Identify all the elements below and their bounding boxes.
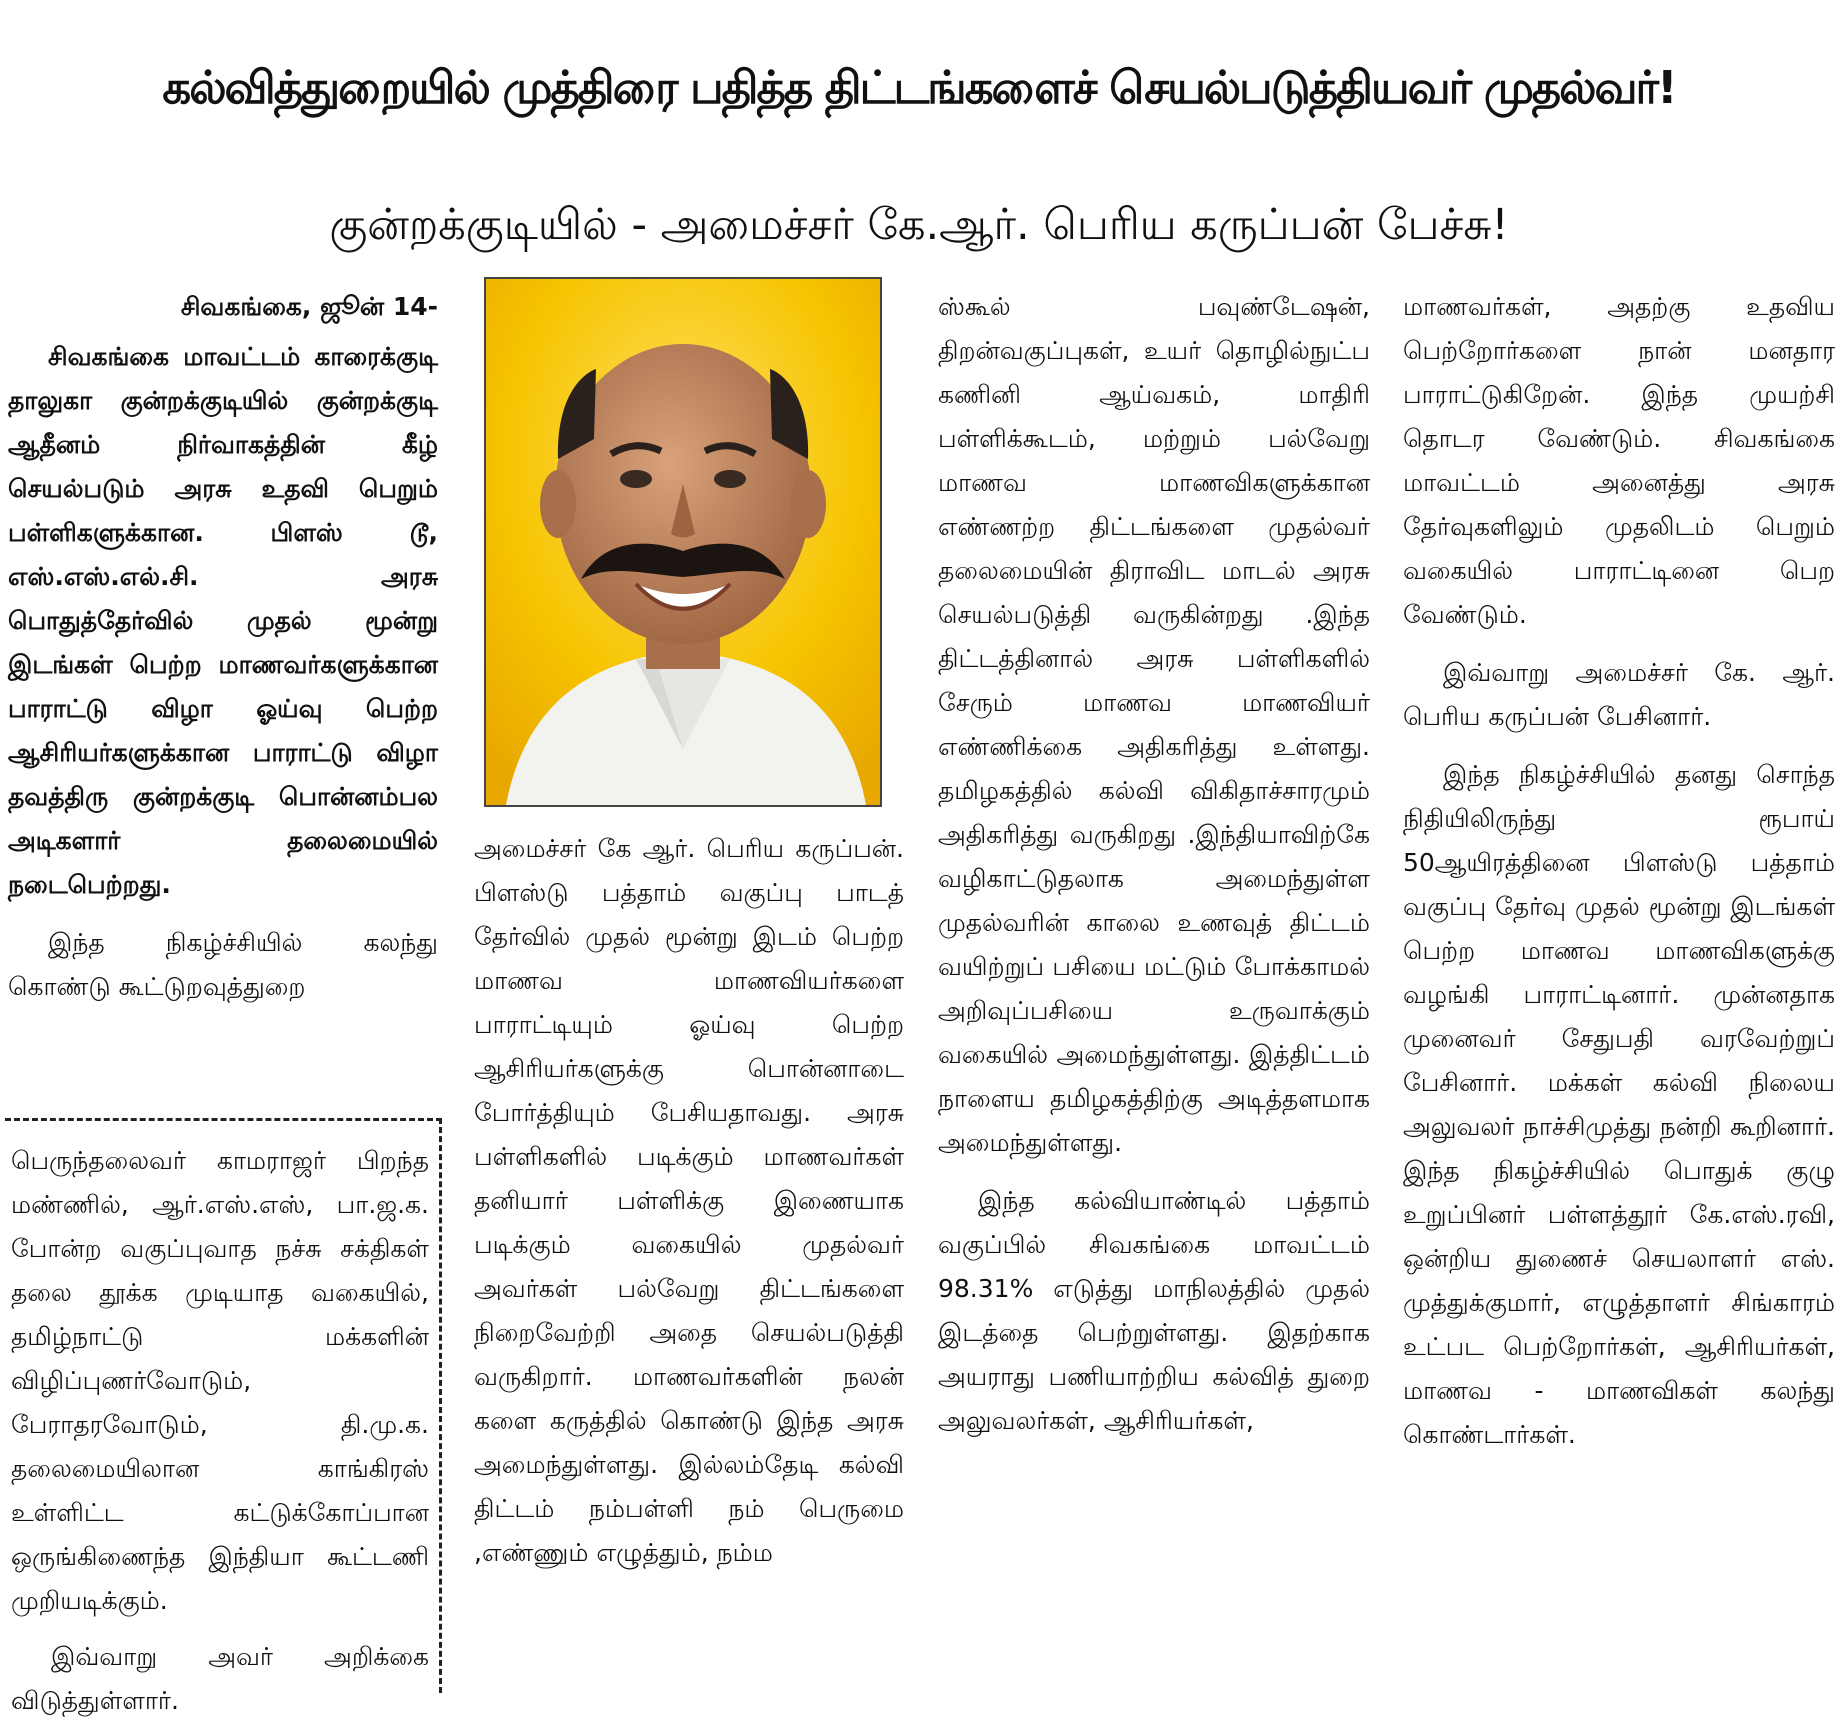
column4-paragraph-2: இவ்வாறு அமைச்சர் கே. ஆர். பெரிய கருப்பன் பேசினார். [1403, 658, 1835, 731]
boxed-note [5, 1118, 442, 1715]
column3-paragraph-1: ஸ்கூல் பவுண்டேஷன், திறன்வகுப்புகள், உயர் தொழில்நுட்ப கணினி ஆய்வகம், மாதிரி பள்ளிக்கூடம், மற்றும் பல்வேறு மாணவ மாணவிகளுக்கான எண்ணற்ற திட்டங்களை முதல்வர் தலைமையின் திராவிட மாடல் அரசு செயல்படுத்தி வருகின்றது .இந்த திட்டத்தினால் அரசு பள்ளிகளில் சேரும் மாணவ மாணவியர் எண்ணிக்கை அதிகரித்து உள்ளது. தமிழகத்தில் கல்வி விகிதாச்சாரமும் அதிகரித்து வருகிறது .இந்தியாவிற்கே வழிகாட்டுதலாக அமைந்துள்ள முதல்வரின் காலை உணவுத் திட்டம் வயிற்றுப் பசியை மட்டும் போக்காமல் அறிவுப்பசியை உருவாக்கும் வகையில் அமைந்துள்ளது. இத்திட்டம் நாளைய தமிழகத்திற்கு அடித்தளமாக அமைந்துள்ளது. [938, 292, 1370, 1157]
column-2 [474, 827, 904, 1589]
portrait-photo-icon [486, 279, 880, 805]
subheadline: குன்றக்குடியில் - அமைச்சர் கே.ஆர். பெரிய கருப்பன் பேச்சு! [329, 200, 1509, 250]
boxed-note-paragraph-1: பெருந்தலைவர் காமராஜர் பிறந்த மண்ணில், ஆர்.எஸ்.எஸ், பா.ஜ.க. போன்ற வகுப்புவாத நச்சு சக்திகள் தலை தூக்க முடியாத வகையில், தமிழ்நாட்டு மக்களின் விழிப்புணர்வோடும், பேராதரவோடும், தி.மு.க. தலைமையிலான காங்கிரஸ் உள்ளிட்ட கட்டுக்கோப்பான ஒருங்கிணைந்த இந்தியா கூட்டணி முறியடிக்கும். [11, 1146, 429, 1615]
minister-photo [484, 277, 882, 807]
column4-paragraph-1: மாணவர்கள், அதற்கு உதவிய பெற்றோர்களை நான் மனதார பாராட்டுகிறேன். இந்த முயற்சி தொடர வேண்டும். சிவகங்கை மாவட்டம் அனைத்து அரசு தேர்வுகளிலும் முதலிடம் பெறும் வகையில் பாராட்டினை பெற வேண்டும். [1403, 292, 1835, 629]
lead-paragraph: சிவகங்கை மாவட்டம் காரைக்குடி தாலுகா குன்றக்குடியில் குன்றக்குடி ஆதீனம் நிர்வாகத்தின் கீழ் செயல்படும் அரசு உதவி பெறும் பள்ளிகளுக்கான. பிளஸ் டூ, எஸ்.எஸ்.எல்.சி. அரசு பொதுத்தேர்வில் முதல் மூன்று இடங்கள் பெற்ற மாணவர்களுக்கான பாராட்டு விழா ஓய்வு பெற்ற ஆசிரியர்களுக்கான பாராட்டு விழா தவத்திரு குன்றக்குடி பொன்னம்பல அடிகளார் தலைமையில் நடைபெற்றது. [8, 342, 438, 899]
column1-paragraph-2: இந்த நிகழ்ச்சியில் கலந்து கொண்டு கூட்டுறவுத்துறை [8, 928, 438, 1001]
column3-paragraph-2: இந்த கல்வியாண்டில் பத்தாம் வகுப்பில் சிவகங்கை மாவட்டம் 98.31% எடுத்து மாநிலத்தில் முதல் இடத்தை பெற்றுள்ளது. இதற்காக அயராது பணியாற்றிய கல்வித் துறை அலுவலர்கள், ஆசிரியர்கள், [938, 1186, 1370, 1435]
dateline: சிவகங்கை, ஜூன் 14- [180, 292, 438, 321]
column-4 [1403, 285, 1835, 1471]
boxed-note-paragraph-2: இவ்வாறு அவர் அறிக்கை விடுத்துள்ளார். [11, 1642, 429, 1715]
column4-paragraph-3: இந்த நிகழ்ச்சியில் தனது சொந்த நிதியிலிருந்து ரூபாய் 50ஆயிரத்தினை பிளஸ்டு பத்தாம் வகுப்பு தேர்வு முதல் மூன்று இடங்கள் பெற்ற மாணவ மாணவிகளுக்கு வழங்கி பாராட்டினார். முன்னதாக முனைவர் சேதுபதி வரவேற்றுப் பேசினார். மக்கள் கல்வி நிலைய அலுவலர் நாச்சிமுத்து நன்றி கூறினார். இந்த நிகழ்ச்சியில் பொதுக் குழு உறுப்பினர் பள்ளத்தூர் கே.எஸ்.ரவி, ஒன்றிய துணைச் செயலாளர் எஸ். முத்துக்குமார், எழுத்தாளர் சிங்காரம் உட்பட பெற்றோர்கள், ஆசிரியர்கள், மாணவ - மாணவிகள் கலந்து கொண்டார்கள். [1403, 760, 1835, 1449]
column-1 [8, 285, 438, 1023]
column-3 [938, 285, 1370, 1457]
column2-paragraph-1: அமைச்சர் கே ஆர். பெரிய கருப்பன். பிளஸ்டு பத்தாம் வகுப்பு பாடத் தேர்வில் முதல் மூன்று இடம் பெற்ற மாணவ மாணவியர்களை பாராட்டியும் ஓய்வு பெற்ற ஆசிரியர்களுக்கு பொன்னாடை போர்த்தியும் பேசியதாவது. அரசு பள்ளிகளில் படிக்கும் மாணவர்கள் தனியார் பள்ளிக்கு இணையாக படிக்கும் வகையில் முதல்வர் அவர்கள் பல்வேறு திட்டங்களை நிறைவேற்றி அதை செயல்படுத்தி வருகிறார். மாணவர்களின் நலன் களை கருத்தில் கொண்டு இந்த அரசு அமைந்துள்ளது. இல்லம்தேடி கல்வி திட்டம் நம்பள்ளி நம் பெருமை ,எண்ணும் எழுத்தும், நம்ம [474, 834, 904, 1567]
headline: கல்வித்துறையில் முத்திரை பதித்த திட்டங்களைச் செயல்படுத்தியவர் முதல்வர்! [162, 61, 1676, 114]
